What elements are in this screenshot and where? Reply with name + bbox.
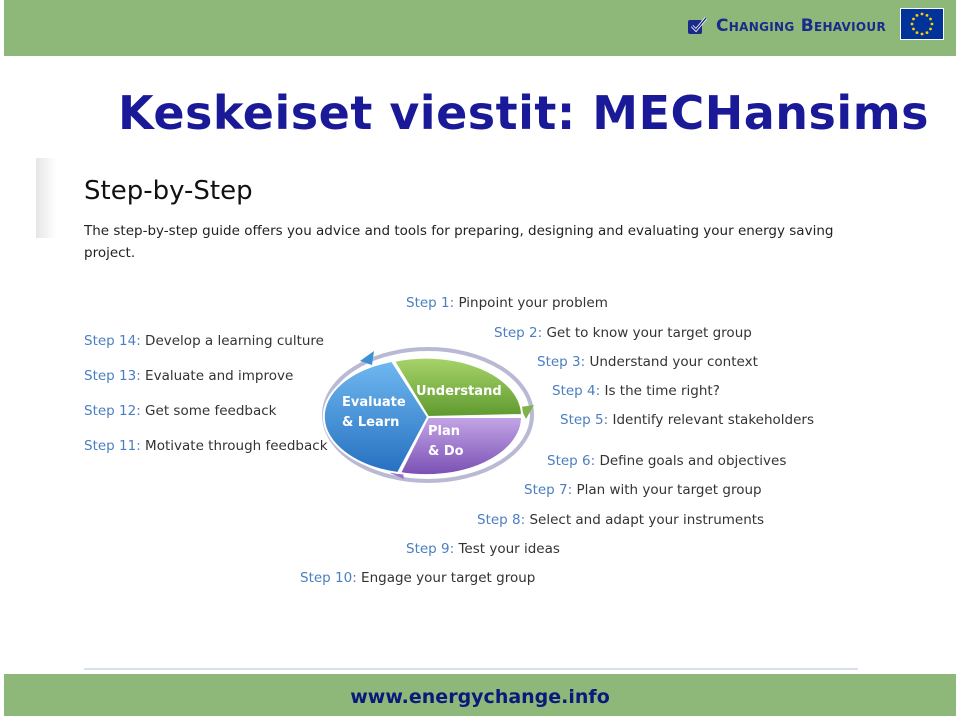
eu-stars: [901, 9, 943, 39]
step-label: Define goals and objectives: [595, 453, 787, 469]
step-number: Step 1:: [406, 295, 455, 311]
step-7[interactable]: [524, 482, 762, 498]
step-14[interactable]: [84, 333, 324, 349]
step-6[interactable]: [547, 453, 786, 469]
label-plan-2: & Do: [428, 444, 464, 459]
label-plan-1: Plan: [428, 424, 461, 439]
brand-name: Changing Behaviour: [716, 16, 886, 36]
step-9[interactable]: [406, 541, 560, 557]
step-number: Step 13:: [84, 368, 141, 384]
step-number: Step 6:: [547, 453, 596, 469]
panel-divider: [84, 668, 858, 670]
label-evaluate-2: & Learn: [342, 415, 400, 430]
footer-bar: [4, 674, 956, 716]
step-number: Step 7:: [524, 482, 573, 498]
page-title: Keskeiset viestit: MECHansims: [118, 86, 930, 140]
step-11[interactable]: [84, 438, 328, 454]
label-understand: Understand: [416, 384, 502, 399]
step-label: Engage your target group: [356, 570, 536, 586]
footer-link[interactable]: www.energychange.info: [350, 686, 610, 708]
step-1[interactable]: [406, 295, 608, 311]
cycle-diagram: [320, 345, 535, 485]
step-number: Step 5:: [560, 412, 609, 428]
step-2[interactable]: [494, 325, 752, 341]
step-label: Understand your context: [585, 354, 758, 370]
panel-heading: Step-by-Step: [84, 176, 253, 206]
panel-edge: [36, 158, 56, 238]
step-5[interactable]: [560, 412, 814, 428]
step-label: Get some feedback: [140, 403, 277, 419]
step-number: Step 8:: [477, 512, 526, 528]
step-label: Plan with your target group: [572, 482, 762, 498]
step-3[interactable]: [537, 354, 758, 370]
step-10[interactable]: [300, 570, 535, 586]
step-label: Select and adapt your instruments: [525, 512, 765, 528]
step-number: Step 4:: [552, 383, 601, 399]
step-number: Step 2:: [494, 325, 543, 341]
step-number: Step 3:: [537, 354, 586, 370]
label-evaluate-1: Evaluate: [342, 395, 406, 410]
step-8[interactable]: [477, 512, 764, 528]
eu-flag-icon: [900, 8, 944, 40]
step-number: Step 10:: [300, 570, 357, 586]
checkbox-icon: [686, 15, 708, 37]
brand-logo: [686, 15, 886, 37]
header-bar: [4, 0, 956, 56]
step-label: Pinpoint your problem: [454, 295, 608, 311]
step-label: Develop a learning culture: [140, 333, 324, 349]
step-12[interactable]: [84, 403, 276, 419]
step-label: Evaluate and improve: [140, 368, 294, 384]
step-number: Step 12:: [84, 403, 141, 419]
panel-intro: The step-by-step guide offers you advice and tools for preparing, designing and evaluating your energy saving project.: [84, 223, 834, 261]
step-label: Is the time right?: [600, 383, 720, 399]
step-label: Get to know your target group: [542, 325, 752, 341]
step-number: Step 11:: [84, 438, 141, 454]
step-label: Identify relevant stakeholders: [608, 412, 815, 428]
step-13[interactable]: [84, 368, 293, 384]
step-label: Test your ideas: [454, 541, 560, 557]
step-label: Motivate through feedback: [140, 438, 328, 454]
step-4[interactable]: [552, 383, 720, 399]
step-number: Step 14:: [84, 333, 141, 349]
step-number: Step 9:: [406, 541, 455, 557]
